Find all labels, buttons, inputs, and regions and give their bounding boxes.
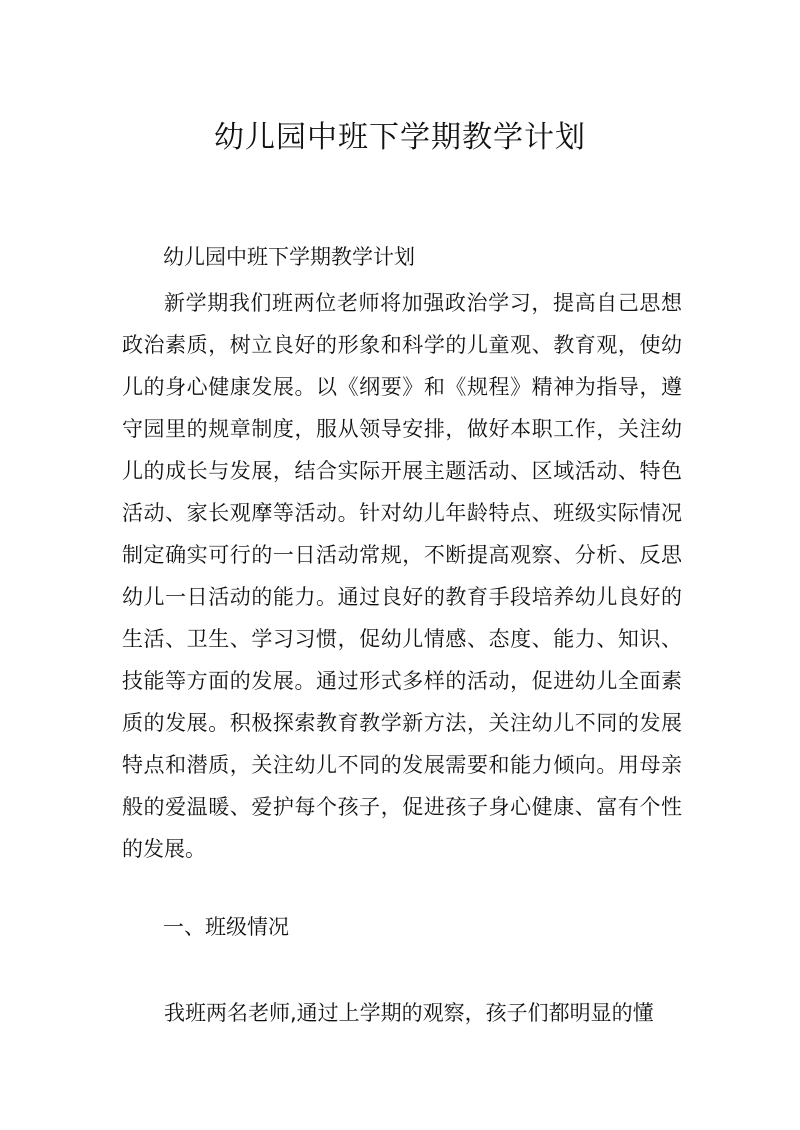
document-subtitle: 幼儿园中班下学期教学计划: [163, 245, 415, 269]
section-paragraph-class-situation: 我班两名老师,通过上学期的观察，孩子们都明显的懂: [164, 1001, 654, 1025]
section-heading-class-situation: 一、班级情况: [163, 915, 289, 939]
intro-paragraph: 新学期我们班两位老师将加强政治学习，提高自己思想政治素质，树立良好的形象和科学的儿童观、教育观，使幼儿的身心健康发展。以《纲要》和《规程》精神为指导，遵守园里的规章制度，服从领导安排，做好本职工作，关注幼儿的成长与发展，结合实际开展主题活动、区域活动、特色活动、家长观摩等活动。针对幼儿年龄特点、班级实际情况制定确实可行的一日活动常规，不断提高观察、分析、反思幼儿一日活动的能力。通过良好的教育手段培养幼儿良好的生活、卫生、学习习惯，促幼儿情感、态度、能力、知识、技能等方面的发展。通过形式多样的活动，促进幼儿全面素质的发展。积极探索教育教学新方法，关注幼儿不同的发展特点和潜质，关注幼儿不同的发展需要和能力倾向。用母亲般的爱温暖、爱护每个孩子，促进孩子身心健康、富有个性的发展。: [122, 291, 682, 861]
document-title: 幼儿园中班下学期教学计划: [214, 120, 586, 156]
